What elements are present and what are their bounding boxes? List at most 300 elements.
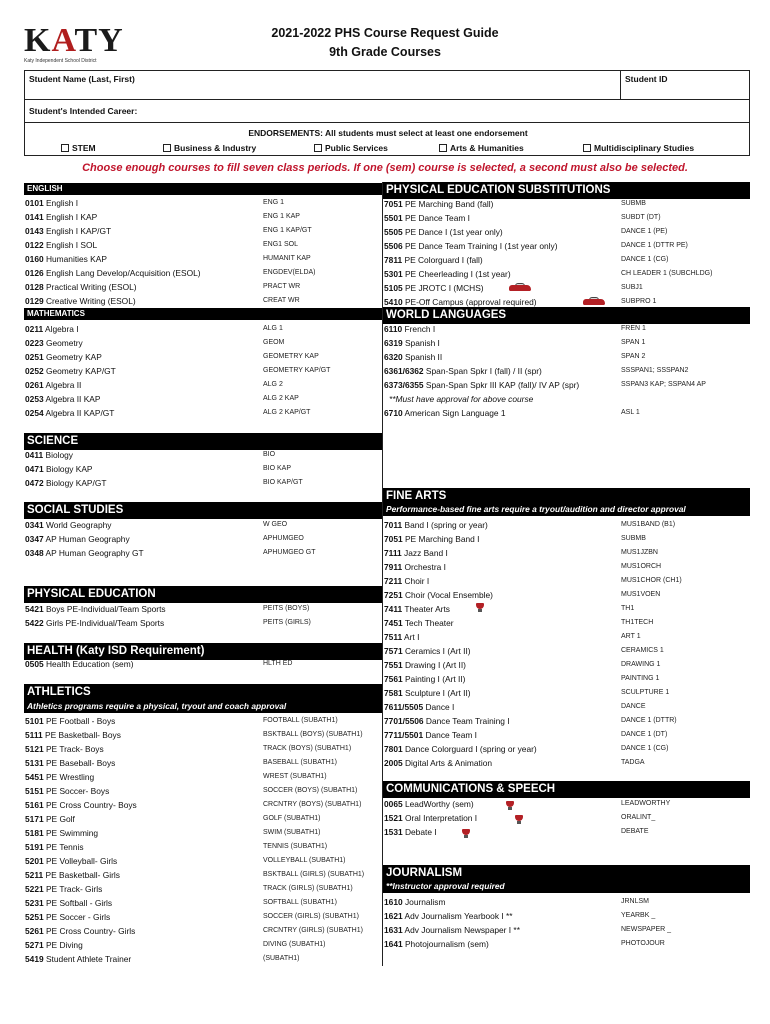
course-name xyxy=(25,896,112,910)
course-name xyxy=(25,336,83,350)
course-number: 5111 xyxy=(25,730,43,740)
course-title: **Must have approval for above course xyxy=(389,394,534,404)
course-title: PE Softball - Girls xyxy=(45,898,113,908)
world-lang-course-row[interactable] xyxy=(383,336,750,350)
course-number: 7911 xyxy=(384,562,403,572)
course-title: Band I (spring or year) xyxy=(404,520,488,530)
course-number: 7581 xyxy=(384,688,403,698)
course-title: AP Human Geography GT xyxy=(45,548,144,558)
course-code: SUBPRO 1 xyxy=(621,298,657,305)
course-title: PE Marching Band I xyxy=(404,534,480,544)
course-code: TH1 xyxy=(621,605,635,612)
course-name xyxy=(384,378,579,392)
course-name xyxy=(384,616,454,630)
course-number: 5161 xyxy=(25,800,44,810)
course-number: 6361/6362 xyxy=(384,366,424,376)
leadworthy-award-icon xyxy=(505,801,515,811)
athletics-course-row[interactable] xyxy=(24,770,382,784)
course-code: VOLLEYBALL (SUBATH1) xyxy=(263,857,346,864)
course-code: BIO KAP/GT xyxy=(263,479,303,486)
course-title: Practical Writing (ESOL) xyxy=(45,282,137,292)
logo-wordmark: KATY xyxy=(24,22,124,59)
english-course-row[interactable] xyxy=(24,266,382,280)
fine-arts-course-row[interactable] xyxy=(383,714,750,728)
course-number: 7551 xyxy=(384,660,403,670)
world-lang-course-row[interactable] xyxy=(383,392,750,406)
course-name xyxy=(384,602,450,616)
course-number: 5131 xyxy=(25,758,44,768)
course-name xyxy=(25,392,100,406)
athletics-course-row[interactable] xyxy=(24,938,382,952)
fine-arts-course-row[interactable] xyxy=(383,728,750,742)
health-heading: HEALTH (Katy ISD Requirement) xyxy=(24,643,382,660)
fine-arts-course-row[interactable] xyxy=(383,602,750,616)
course-code: LEADWORTHY xyxy=(621,800,671,807)
left-column xyxy=(24,182,383,966)
comm-course-row[interactable] xyxy=(383,797,750,811)
pe-sub-course-row[interactable] xyxy=(383,253,750,267)
course-name xyxy=(25,868,120,882)
course-title: Humanities KAP xyxy=(45,254,107,264)
math-course-row[interactable] xyxy=(24,378,382,392)
course-title: PE-Off Campus (approval required) xyxy=(404,297,537,307)
fine-arts-course-row[interactable] xyxy=(383,532,750,546)
course-code: ALG 2 KAP/GT xyxy=(263,409,311,416)
course-title: Digital Arts & Animation xyxy=(404,758,493,768)
course-number: 5419 xyxy=(25,954,44,964)
course-title: Jazz Band I xyxy=(404,548,448,558)
course-code: ALG 1 xyxy=(263,325,283,332)
course-name xyxy=(25,462,93,476)
course-name xyxy=(25,840,84,854)
athletics-course-row[interactable] xyxy=(24,826,382,840)
endorsement-arts-checkbox[interactable]: Arts & Humanities xyxy=(439,143,524,153)
athletics-course-row[interactable] xyxy=(24,854,382,868)
course-code: DANCE 1 (DTTR PE) xyxy=(621,242,688,249)
course-code: (SUBATH1) xyxy=(263,955,300,962)
course-number: 7251 xyxy=(384,590,403,600)
fine-arts-course-row[interactable] xyxy=(383,672,750,686)
course-name xyxy=(25,364,116,378)
course-title: PE Tennis xyxy=(45,842,84,852)
course-number: 0341 xyxy=(25,520,44,530)
course-name xyxy=(384,350,442,364)
course-code: SPAN 1 xyxy=(621,339,646,346)
course-code: SCULPTURE 1 xyxy=(621,689,670,696)
course-number: 5301 xyxy=(384,269,403,279)
course-title: Algebra II KAP/GT xyxy=(45,408,115,418)
course-name xyxy=(384,937,489,951)
world-lang-course-row[interactable] xyxy=(383,350,750,364)
athletics-course-row[interactable] xyxy=(24,812,382,826)
course-title: PE Dance Team I xyxy=(404,213,470,223)
course-title: Choir (Vocal Ensemble) xyxy=(404,590,493,600)
course-code: FREN 1 xyxy=(621,325,646,332)
course-name xyxy=(25,224,111,238)
world-lang-course-row[interactable] xyxy=(383,322,750,336)
fine-arts-course-row[interactable] xyxy=(383,616,750,630)
course-title: Dance I xyxy=(425,702,455,712)
course-title: Dance Colorguard I (spring or year) xyxy=(404,744,537,754)
math-course-row[interactable] xyxy=(24,322,382,336)
journalism-course-row[interactable] xyxy=(383,937,750,951)
comm-course-row[interactable] xyxy=(383,825,750,839)
course-title: Adv Journalism Yearbook I ** xyxy=(404,911,513,921)
course-code: GOLF (SUBATH1) xyxy=(263,815,321,822)
course-code: MUS1CHOR (CH1) xyxy=(621,577,682,584)
course-title: English Lang Develop/Acquisition (ESOL) xyxy=(45,268,201,278)
course-name xyxy=(25,378,81,392)
course-title: PE Track- Boys xyxy=(45,744,104,754)
pe-substitutions-heading: PHYSICAL EDUCATION SUBSTITUTIONS xyxy=(383,182,750,199)
course-title: Health Education (sem) xyxy=(45,659,134,669)
course-code: HUMANIT KAP xyxy=(263,255,311,262)
course-number: 7801 xyxy=(384,744,403,754)
course-number: 0254 xyxy=(25,408,44,418)
math-course-row[interactable] xyxy=(24,364,382,378)
course-name xyxy=(384,546,448,560)
course-number: 5501 xyxy=(384,213,403,223)
course-title: French I xyxy=(404,324,436,334)
fine-arts-course-row[interactable] xyxy=(383,658,750,672)
right-column xyxy=(383,182,750,966)
course-number: 5121 xyxy=(25,744,44,754)
pe-sub-course-row[interactable] xyxy=(383,197,750,211)
course-title: Journalism xyxy=(404,897,446,907)
debate-award-icon xyxy=(461,829,471,839)
course-title: Boys PE-Individual/Team Sports xyxy=(45,604,166,614)
science-course-row[interactable] xyxy=(24,476,382,490)
course-code: SUBDT (DT) xyxy=(621,214,661,221)
course-number: 5151 xyxy=(25,786,44,796)
course-number: 5171 xyxy=(25,814,44,824)
course-number: 5105 xyxy=(384,283,403,293)
journalism-course-row[interactable] xyxy=(383,895,750,909)
course-code: W GEO xyxy=(263,521,288,528)
english-course-row[interactable] xyxy=(24,252,382,266)
course-name xyxy=(389,392,533,406)
social-course-row[interactable] xyxy=(24,532,382,546)
athletics-course-row[interactable] xyxy=(24,784,382,798)
course-name xyxy=(25,812,75,826)
course-title: Spanish I xyxy=(404,338,440,348)
course-code: PAINTING 1 xyxy=(621,675,660,682)
pe-sub-course-row[interactable] xyxy=(383,211,750,225)
course-title: English I xyxy=(45,198,79,208)
course-number: 5211 xyxy=(25,870,44,880)
english-course-row[interactable] xyxy=(24,238,382,252)
course-code: DIVING (SUBATH1) xyxy=(263,941,326,948)
course-code: TENNIS (SUBATH1) xyxy=(263,843,328,850)
course-name xyxy=(25,238,97,252)
instruction-text: Choose enough courses to fill seven class periods. If one (sem) course is selected, a second must also be selected. xyxy=(82,162,688,174)
athletics-course-row[interactable] xyxy=(24,924,382,938)
course-title: Art I xyxy=(404,632,420,642)
course-code: DANCE 1 (DT) xyxy=(621,731,668,738)
health-course-row[interactable] xyxy=(24,657,382,671)
course-name xyxy=(25,196,78,210)
course-title: PE Basketball- Girls xyxy=(45,870,120,880)
course-title: Dance Team Training I xyxy=(425,716,510,726)
course-title: Drawing I (Art II) xyxy=(404,660,466,670)
athletics-course-row[interactable] xyxy=(24,714,382,728)
pe-sub-course-row[interactable] xyxy=(383,281,750,295)
endorsements-title: ENDORSEMENTS: All students must select at least one endorsement xyxy=(248,128,528,138)
student-name-label: Student Name (Last, First) xyxy=(29,74,135,84)
math-heading: MATHEMATICS xyxy=(24,308,382,320)
course-number: 7011 xyxy=(384,520,403,530)
course-code: TH1TECH xyxy=(621,619,654,626)
course-name xyxy=(384,811,477,825)
pe-sub-course-row[interactable] xyxy=(383,225,750,239)
course-name xyxy=(384,895,445,909)
course-number: 7511 xyxy=(384,632,403,642)
theater-award-icon xyxy=(475,603,485,613)
student-name-row xyxy=(24,70,750,100)
course-name xyxy=(25,280,137,294)
athletics-course-row[interactable] xyxy=(24,952,382,966)
english-course-row[interactable] xyxy=(24,224,382,238)
math-course-row[interactable] xyxy=(24,350,382,364)
course-name xyxy=(384,406,506,420)
course-number: 7701/5506 xyxy=(384,716,424,726)
athletics-course-row[interactable] xyxy=(24,728,382,742)
fine-arts-course-row[interactable] xyxy=(383,700,750,714)
student-id-field[interactable] xyxy=(620,71,752,99)
course-number: 5101 xyxy=(25,716,44,726)
course-number: 5251 xyxy=(25,912,44,922)
math-course-row[interactable] xyxy=(24,336,382,350)
journalism-note: **Instructor approval required xyxy=(383,880,750,893)
course-title: Adv Journalism Newspaper I ** xyxy=(404,925,520,935)
course-number: 5201 xyxy=(25,856,44,866)
course-title: Geometry xyxy=(45,338,83,348)
course-code: ALG 2 KAP xyxy=(263,395,299,402)
course-number: 0471 xyxy=(25,464,44,474)
course-code: BSKTBALL (GIRLS) (SUBATH1) xyxy=(263,871,365,878)
course-name xyxy=(384,574,429,588)
course-name xyxy=(25,910,110,924)
course-name xyxy=(384,336,440,350)
course-name xyxy=(384,909,513,923)
athletics-course-row[interactable] xyxy=(24,840,382,854)
course-name xyxy=(384,644,471,658)
course-title: PE Soccer - Girls xyxy=(45,912,111,922)
world-lang-course-row[interactable] xyxy=(383,378,750,392)
course-title: PE Track- Girls xyxy=(45,884,103,894)
course-number: 0347 xyxy=(25,534,44,544)
pe-course-row[interactable] xyxy=(24,602,382,616)
page-title: 2021-2022 PHS Course Request Guide xyxy=(271,26,499,40)
course-code: GEOMETRY KAP xyxy=(263,353,319,360)
course-name xyxy=(25,210,97,224)
athletics-course-row[interactable] xyxy=(24,868,382,882)
english-course-row[interactable] xyxy=(24,210,382,224)
course-name xyxy=(25,546,144,560)
course-code: MUS1VOEN xyxy=(621,591,661,598)
course-title: Biology KAP xyxy=(45,464,93,474)
course-name xyxy=(25,406,114,420)
math-course-row[interactable] xyxy=(24,406,382,420)
athletics-course-row[interactable] xyxy=(24,882,382,896)
course-number: 0122 xyxy=(25,240,44,250)
endorsement-multidisciplinary-checkbox[interactable]: Multidisciplinary Studies xyxy=(583,143,694,153)
course-title: Span-Span Spkr III KAP (fall)/ IV AP (spr) xyxy=(425,380,580,390)
athletics-course-row[interactable] xyxy=(24,742,382,756)
course-name xyxy=(25,742,104,756)
course-code: CRCNTRY (BOYS) (SUBATH1) xyxy=(263,801,362,808)
course-title: PE Basketball- Boys xyxy=(45,730,121,740)
course-title: PE Cross Country- Girls xyxy=(45,926,136,936)
course-code: DANCE 1 (CG) xyxy=(621,256,669,263)
science-heading: SCIENCE xyxy=(24,433,382,450)
course-code: APHUMGEO xyxy=(263,535,304,542)
pe-sub-course-row[interactable] xyxy=(383,267,750,281)
course-name xyxy=(25,952,131,966)
course-title: PE Golf xyxy=(45,814,75,824)
course-number: 7561 xyxy=(384,674,403,684)
english-course-row[interactable] xyxy=(24,196,382,210)
athletics-course-row[interactable] xyxy=(24,756,382,770)
course-name xyxy=(384,923,520,937)
course-number: 7811 xyxy=(384,255,403,265)
course-code: SOFTBALL (SUBATH1) xyxy=(263,899,337,906)
course-code: TRACK (GIRLS) (SUBATH1) xyxy=(263,885,353,892)
fine-arts-course-row[interactable] xyxy=(383,560,750,574)
page-subtitle: 9th Grade Courses xyxy=(329,45,441,59)
oral-interp-award-icon xyxy=(514,815,524,825)
course-number: 5422 xyxy=(25,618,44,628)
fine-arts-course-row[interactable] xyxy=(383,574,750,588)
course-code: WREST (SUBATH1) xyxy=(263,773,327,780)
course-name xyxy=(25,784,109,798)
course-code: MUS1BAND (B1) xyxy=(621,521,676,528)
athletics-course-row[interactable] xyxy=(24,910,382,924)
course-name xyxy=(384,197,493,211)
course-name xyxy=(25,448,73,462)
journalism-course-row[interactable] xyxy=(383,909,750,923)
course-name xyxy=(25,756,115,770)
course-number: 0411 xyxy=(25,450,44,460)
english-course-row[interactable] xyxy=(24,294,382,308)
course-code: NEWSPAPER _ xyxy=(621,926,672,933)
course-number: 0141 xyxy=(25,212,44,222)
course-number: 7211 xyxy=(384,576,403,586)
course-name xyxy=(384,281,484,295)
communications-heading: COMMUNICATIONS & SPEECH xyxy=(383,781,750,798)
fine-arts-course-row[interactable] xyxy=(383,686,750,700)
course-number: 5231 xyxy=(25,898,44,908)
course-number: 5261 xyxy=(25,926,44,936)
course-code: APHUMGEO GT xyxy=(263,549,316,556)
course-code: DANCE 1 (DTTR) xyxy=(621,717,677,724)
course-number: 1631 xyxy=(384,925,403,935)
course-title: Geometry KAP xyxy=(45,352,102,362)
course-name xyxy=(384,700,454,714)
fine-arts-course-row[interactable] xyxy=(383,630,750,644)
endorsement-public-services-checkbox[interactable]: Public Services xyxy=(314,143,388,153)
comm-course-row[interactable] xyxy=(383,811,750,825)
course-number: 5410 xyxy=(384,297,403,307)
course-code: HLTH ED xyxy=(263,660,293,667)
course-title: PE Cross Country- Boys xyxy=(45,800,137,810)
course-title: PE Dance Team Training I (1st year only) xyxy=(404,241,558,251)
course-number: 6320 xyxy=(384,352,403,362)
course-number: 0505 xyxy=(25,659,44,669)
course-number: 5421 xyxy=(25,604,44,614)
athletics-course-row[interactable] xyxy=(24,896,382,910)
course-number: 0348 xyxy=(25,548,44,558)
course-title: World Geography xyxy=(45,520,112,530)
course-number: 7111 xyxy=(384,548,402,558)
course-number: 1610 xyxy=(384,897,403,907)
course-title: Girls PE-Individual/Team Sports xyxy=(45,618,165,628)
fine-arts-course-row[interactable] xyxy=(383,518,750,532)
fine-arts-course-row[interactable] xyxy=(383,644,750,658)
course-number: 6319 xyxy=(384,338,403,348)
science-course-row[interactable] xyxy=(24,462,382,476)
course-code: MUS1ORCH xyxy=(621,563,662,570)
course-number: 0223 xyxy=(25,338,44,348)
course-number: 2005 xyxy=(384,758,403,768)
fine-arts-note: Performance-based fine arts require a tryout/audition and director approval xyxy=(383,503,750,516)
athletics-course-row[interactable] xyxy=(24,798,382,812)
course-code: ENG 1 KAP xyxy=(263,213,300,220)
course-code: ENG 1 KAP/GT xyxy=(263,227,312,234)
endorsement-business-checkbox[interactable]: Business & Industry xyxy=(163,143,256,153)
student-id-label: Student ID xyxy=(625,74,668,84)
course-number: 1621 xyxy=(384,911,403,921)
science-course-row[interactable] xyxy=(24,448,382,462)
world-lang-course-row[interactable] xyxy=(383,406,750,420)
career-row[interactable] xyxy=(24,99,750,123)
course-number: 7051 xyxy=(384,199,403,209)
course-name xyxy=(25,266,201,280)
course-code: SPAN 2 xyxy=(621,353,646,360)
fine-arts-course-row[interactable] xyxy=(383,546,750,560)
physical-education-heading: PHYSICAL EDUCATION xyxy=(24,586,382,603)
english-course-row[interactable] xyxy=(24,280,382,294)
math-course-row[interactable] xyxy=(24,392,382,406)
course-code: PEITS (BOYS) xyxy=(263,605,310,612)
fine-arts-course-row[interactable] xyxy=(383,588,750,602)
world-lang-course-row[interactable] xyxy=(383,364,750,378)
course-title: Sculpture I (Art II) xyxy=(404,688,471,698)
course-number: 0126 xyxy=(25,268,44,278)
course-code: TRACK (BOYS) (SUBATH1) xyxy=(263,745,352,752)
course-name xyxy=(384,588,493,602)
course-code: DRAWING 1 xyxy=(621,661,661,668)
course-title: English I SOL xyxy=(45,240,98,250)
course-title: Tech Theater xyxy=(404,618,454,628)
social-course-row[interactable] xyxy=(24,546,382,560)
course-code: FOOTBALL (SUBATH1) xyxy=(263,717,338,724)
journalism-course-row[interactable] xyxy=(383,923,750,937)
pe-course-row[interactable] xyxy=(24,616,382,630)
course-name xyxy=(384,825,437,839)
fine-arts-course-row[interactable] xyxy=(383,742,750,756)
course-name xyxy=(25,854,117,868)
social-course-row[interactable] xyxy=(24,518,382,532)
pe-sub-course-row[interactable] xyxy=(383,239,750,253)
off-campus-car-icon xyxy=(583,297,605,307)
course-code: SSSPAN1; SSSPAN2 xyxy=(621,367,689,374)
endorsement-stem-checkbox[interactable]: STEM xyxy=(61,143,96,153)
course-title: Biology xyxy=(45,450,73,460)
course-code: DEBATE xyxy=(621,828,649,835)
fine-arts-course-row[interactable] xyxy=(383,756,750,770)
course-code: SOCCER (GIRLS) (SUBATH1) xyxy=(263,913,359,920)
